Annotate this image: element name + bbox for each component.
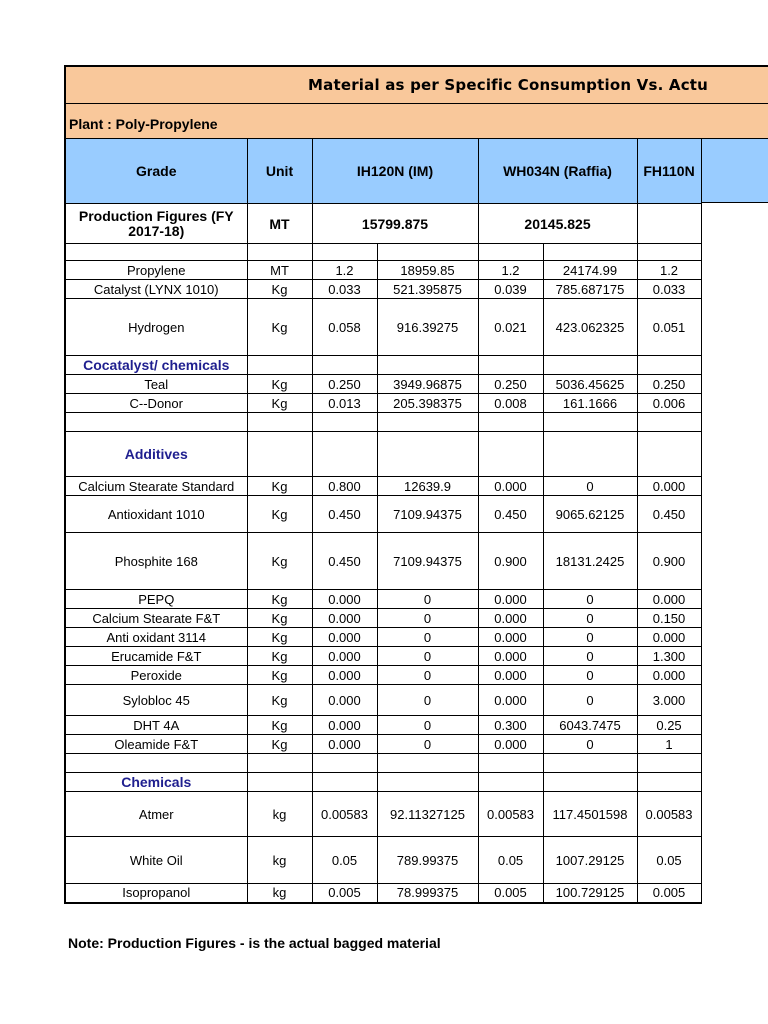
unit-cell: Kg bbox=[247, 716, 312, 735]
wh034n-spec-cell: 0.450 bbox=[478, 496, 543, 533]
wh034n-spec-cell: 0.000 bbox=[478, 477, 543, 496]
ih120n-spec-cell: 0.013 bbox=[312, 394, 377, 413]
ih120n-qty-cell: 78.999375 bbox=[377, 884, 478, 903]
unit-cell: Kg bbox=[247, 477, 312, 496]
wh034n-qty-cell: 0 bbox=[543, 647, 637, 666]
wh034n-spec-cell: 0.008 bbox=[478, 394, 543, 413]
table-row bbox=[65, 628, 701, 647]
material-name-cell: Additives bbox=[65, 432, 247, 477]
ih120n-qty-cell: 12639.9 bbox=[377, 477, 478, 496]
ih120n-spec-cell: 0.450 bbox=[312, 533, 377, 590]
wh034n-qty-cell: 785.687175 bbox=[543, 280, 637, 299]
unit-cell: Kg bbox=[247, 375, 312, 394]
ih120n-qty-cell: 916.39275 bbox=[377, 299, 478, 356]
material-name-cell: Hydrogen bbox=[65, 299, 247, 356]
fh110n-spec-cell: 0.450 bbox=[637, 496, 701, 533]
unit-cell bbox=[247, 356, 312, 375]
fh110n-spec-cell: 0.900 bbox=[637, 533, 701, 590]
ih120n-spec-cell bbox=[312, 244, 377, 261]
table-row bbox=[65, 280, 701, 299]
wh034n-spec-cell bbox=[478, 773, 543, 792]
wh034n-qty-cell: 0 bbox=[543, 477, 637, 496]
unit-cell bbox=[247, 244, 312, 261]
fh110n-spec-cell: 0.033 bbox=[637, 280, 701, 299]
material-name-cell bbox=[65, 754, 247, 773]
ih120n-qty-cell: 3949.96875 bbox=[377, 375, 478, 394]
table-row bbox=[65, 533, 701, 590]
ih120n-spec-cell: 0.000 bbox=[312, 716, 377, 735]
ih120n-spec-cell: 0.05 bbox=[312, 837, 377, 884]
wh034n-spec-cell: 0.05 bbox=[478, 837, 543, 884]
table-row bbox=[65, 754, 701, 773]
ih120n-qty-cell: 0 bbox=[377, 716, 478, 735]
ih120n-spec-cell bbox=[312, 754, 377, 773]
header-extension bbox=[699, 138, 768, 203]
ih120n-spec-cell: 0.250 bbox=[312, 375, 377, 394]
wh034n-qty-cell bbox=[543, 413, 637, 432]
ih120n-qty-cell: 0 bbox=[377, 685, 478, 716]
wh034n-spec-cell: 0.000 bbox=[478, 647, 543, 666]
table-row bbox=[65, 299, 701, 356]
table-row bbox=[65, 666, 701, 685]
unit-cell: Kg bbox=[247, 533, 312, 590]
header-grade-wh034n: WH034N (Raffia) bbox=[478, 139, 637, 204]
unit-cell bbox=[247, 773, 312, 792]
production-wh034n-total: 20145.825 bbox=[478, 204, 637, 244]
ih120n-spec-cell: 0.000 bbox=[312, 590, 377, 609]
wh034n-qty-cell: 117.4501598 bbox=[543, 792, 637, 837]
table-row bbox=[65, 394, 701, 413]
fh110n-spec-cell: 0.006 bbox=[637, 394, 701, 413]
material-name-cell: Antioxidant 1010 bbox=[65, 496, 247, 533]
ih120n-spec-cell: 0.033 bbox=[312, 280, 377, 299]
wh034n-qty-cell bbox=[543, 432, 637, 477]
fh110n-spec-cell: 1 bbox=[637, 735, 701, 754]
production-unit: MT bbox=[247, 204, 312, 244]
fh110n-spec-cell: 0.05 bbox=[637, 837, 701, 884]
wh034n-qty-cell: 0 bbox=[543, 735, 637, 754]
unit-cell: Kg bbox=[247, 609, 312, 628]
table-row bbox=[65, 477, 701, 496]
material-name-cell: White Oil bbox=[65, 837, 247, 884]
unit-cell: MT bbox=[247, 261, 312, 280]
consumption-table bbox=[64, 138, 702, 904]
table-row bbox=[65, 792, 701, 837]
wh034n-spec-cell: 0.900 bbox=[478, 533, 543, 590]
ih120n-spec-cell: 0.058 bbox=[312, 299, 377, 356]
wh034n-qty-cell bbox=[543, 754, 637, 773]
unit-cell bbox=[247, 413, 312, 432]
ih120n-spec-cell: 1.2 bbox=[312, 261, 377, 280]
wh034n-spec-cell: 0.000 bbox=[478, 685, 543, 716]
ih120n-spec-cell bbox=[312, 773, 377, 792]
fh110n-spec-cell: 0.150 bbox=[637, 609, 701, 628]
table-row bbox=[65, 375, 701, 394]
unit-cell: Kg bbox=[247, 590, 312, 609]
table-row bbox=[65, 685, 701, 716]
fh110n-spec-cell: 1.2 bbox=[637, 261, 701, 280]
material-name-cell: Catalyst (LYNX 1010) bbox=[65, 280, 247, 299]
ih120n-spec-cell: 0.800 bbox=[312, 477, 377, 496]
material-name-cell: Calcium Stearate F&T bbox=[65, 609, 247, 628]
ih120n-qty-cell: 789.99375 bbox=[377, 837, 478, 884]
plant-label: Plant : Poly-Propylene bbox=[69, 116, 218, 132]
table-row bbox=[65, 244, 701, 261]
wh034n-qty-cell: 0 bbox=[543, 590, 637, 609]
wh034n-qty-cell: 5036.45625 bbox=[543, 375, 637, 394]
header-grade-ih120n: IH120N (IM) bbox=[312, 139, 478, 204]
material-name-cell: Sylobloc 45 bbox=[65, 685, 247, 716]
table-row bbox=[65, 590, 701, 609]
ih120n-qty-cell: 0 bbox=[377, 666, 478, 685]
unit-cell: Kg bbox=[247, 299, 312, 356]
material-name-cell: Calcium Stearate Standard bbox=[65, 477, 247, 496]
ih120n-spec-cell: 0.000 bbox=[312, 735, 377, 754]
ih120n-qty-cell bbox=[377, 244, 478, 261]
ih120n-spec-cell: 0.450 bbox=[312, 496, 377, 533]
header-grade: Grade bbox=[65, 139, 247, 204]
wh034n-spec-cell: 0.039 bbox=[478, 280, 543, 299]
fh110n-spec-cell: 0.051 bbox=[637, 299, 701, 356]
wh034n-spec-cell: 0.005 bbox=[478, 884, 543, 903]
table-row bbox=[65, 837, 701, 884]
wh034n-spec-cell: 0.00583 bbox=[478, 792, 543, 837]
wh034n-spec-cell bbox=[478, 754, 543, 773]
material-name-cell: Propylene bbox=[65, 261, 247, 280]
ih120n-qty-cell: 0 bbox=[377, 735, 478, 754]
wh034n-spec-cell: 0.000 bbox=[478, 666, 543, 685]
ih120n-qty-cell: 7109.94375 bbox=[377, 533, 478, 590]
production-row bbox=[65, 204, 701, 244]
fh110n-spec-cell: 0.005 bbox=[637, 884, 701, 903]
material-name-cell: Oleamide F&T bbox=[65, 735, 247, 754]
ih120n-spec-cell: 0.000 bbox=[312, 609, 377, 628]
material-name-cell: Chemicals bbox=[65, 773, 247, 792]
material-name-cell: Teal bbox=[65, 375, 247, 394]
ih120n-qty-cell bbox=[377, 773, 478, 792]
fh110n-spec-cell bbox=[637, 413, 701, 432]
wh034n-spec-cell: 0.300 bbox=[478, 716, 543, 735]
ih120n-qty-cell: 521.395875 bbox=[377, 280, 478, 299]
ih120n-qty-cell bbox=[377, 432, 478, 477]
wh034n-spec-cell bbox=[478, 413, 543, 432]
ih120n-spec-cell: 0.000 bbox=[312, 666, 377, 685]
ih120n-qty-cell: 0 bbox=[377, 647, 478, 666]
material-name-cell: Cocatalyst/ chemicals bbox=[65, 356, 247, 375]
fh110n-spec-cell bbox=[637, 432, 701, 477]
wh034n-qty-cell: 24174.99 bbox=[543, 261, 637, 280]
wh034n-spec-cell bbox=[478, 356, 543, 375]
unit-cell: Kg bbox=[247, 685, 312, 716]
ih120n-spec-cell bbox=[312, 432, 377, 477]
ih120n-spec-cell: 0.00583 bbox=[312, 792, 377, 837]
ih120n-spec-cell: 0.000 bbox=[312, 647, 377, 666]
unit-cell: Kg bbox=[247, 628, 312, 647]
table-row bbox=[65, 413, 701, 432]
ih120n-qty-cell bbox=[377, 754, 478, 773]
production-ih120n-total: 15799.875 bbox=[312, 204, 478, 244]
unit-cell: kg bbox=[247, 884, 312, 903]
unit-cell: Kg bbox=[247, 394, 312, 413]
wh034n-qty-cell: 423.062325 bbox=[543, 299, 637, 356]
wh034n-qty-cell bbox=[543, 773, 637, 792]
unit-cell bbox=[247, 432, 312, 477]
production-fh110n-total bbox=[637, 204, 701, 244]
sheet-title: Material as per Specific Consumption Vs. Actu bbox=[308, 76, 709, 94]
wh034n-qty-cell: 6043.7475 bbox=[543, 716, 637, 735]
table-row bbox=[65, 261, 701, 280]
ih120n-qty-cell: 0 bbox=[377, 609, 478, 628]
fh110n-spec-cell bbox=[637, 754, 701, 773]
ih120n-spec-cell: 0.000 bbox=[312, 685, 377, 716]
ih120n-qty-cell: 18959.85 bbox=[377, 261, 478, 280]
wh034n-qty-cell: 0 bbox=[543, 685, 637, 716]
header-unit: Unit bbox=[247, 139, 312, 204]
fh110n-spec-cell: 3.000 bbox=[637, 685, 701, 716]
wh034n-spec-cell: 1.2 bbox=[478, 261, 543, 280]
fh110n-spec-cell: 0.000 bbox=[637, 628, 701, 647]
material-name-cell: PEPQ bbox=[65, 590, 247, 609]
ih120n-qty-cell: 92.11327125 bbox=[377, 792, 478, 837]
ih120n-qty-cell bbox=[377, 413, 478, 432]
fh110n-spec-cell: 0.25 bbox=[637, 716, 701, 735]
wh034n-spec-cell: 0.021 bbox=[478, 299, 543, 356]
ih120n-qty-cell: 205.398375 bbox=[377, 394, 478, 413]
wh034n-spec-cell: 0.250 bbox=[478, 375, 543, 394]
fh110n-spec-cell: 0.250 bbox=[637, 375, 701, 394]
unit-cell bbox=[247, 754, 312, 773]
unit-cell: Kg bbox=[247, 280, 312, 299]
footnote: Note: Production Figures - is the actual bagged material bbox=[68, 935, 441, 951]
unit-cell: kg bbox=[247, 837, 312, 884]
section-row bbox=[65, 773, 701, 792]
fh110n-spec-cell: 0.000 bbox=[637, 477, 701, 496]
ih120n-spec-cell: 0.000 bbox=[312, 628, 377, 647]
ih120n-spec-cell bbox=[312, 413, 377, 432]
wh034n-spec-cell: 0.000 bbox=[478, 628, 543, 647]
fh110n-spec-cell: 1.300 bbox=[637, 647, 701, 666]
unit-cell: Kg bbox=[247, 666, 312, 685]
ih120n-qty-cell bbox=[377, 356, 478, 375]
sheet-title-bar bbox=[64, 65, 768, 103]
ih120n-qty-cell: 0 bbox=[377, 628, 478, 647]
unit-cell: Kg bbox=[247, 647, 312, 666]
ih120n-qty-cell: 0 bbox=[377, 590, 478, 609]
wh034n-spec-cell: 0.000 bbox=[478, 609, 543, 628]
wh034n-qty-cell bbox=[543, 356, 637, 375]
fh110n-spec-cell bbox=[637, 356, 701, 375]
ih120n-spec-cell: 0.005 bbox=[312, 884, 377, 903]
fh110n-spec-cell: 0.000 bbox=[637, 666, 701, 685]
wh034n-qty-cell: 1007.29125 bbox=[543, 837, 637, 884]
ih120n-spec-cell bbox=[312, 356, 377, 375]
fh110n-spec-cell: 0.00583 bbox=[637, 792, 701, 837]
section-row bbox=[65, 432, 701, 477]
table-row bbox=[65, 716, 701, 735]
table-row bbox=[65, 735, 701, 754]
wh034n-qty-cell: 9065.62125 bbox=[543, 496, 637, 533]
material-name-cell: Erucamide F&T bbox=[65, 647, 247, 666]
table-row bbox=[65, 647, 701, 666]
wh034n-qty-cell: 100.729125 bbox=[543, 884, 637, 903]
material-name-cell: DHT 4A bbox=[65, 716, 247, 735]
ih120n-qty-cell: 7109.94375 bbox=[377, 496, 478, 533]
material-name-cell bbox=[65, 244, 247, 261]
wh034n-spec-cell: 0.000 bbox=[478, 590, 543, 609]
unit-cell: Kg bbox=[247, 735, 312, 754]
table-row bbox=[65, 884, 701, 903]
header-row bbox=[65, 139, 701, 204]
wh034n-qty-cell: 18131.2425 bbox=[543, 533, 637, 590]
material-name-cell bbox=[65, 413, 247, 432]
material-name-cell: Atmer bbox=[65, 792, 247, 837]
wh034n-qty-cell: 0 bbox=[543, 666, 637, 685]
production-label: Production Figures (FY 2017-18) bbox=[65, 204, 247, 244]
material-name-cell: Phosphite 168 bbox=[65, 533, 247, 590]
section-row bbox=[65, 356, 701, 375]
fh110n-spec-cell: 0.000 bbox=[637, 590, 701, 609]
material-name-cell: C--Donor bbox=[65, 394, 247, 413]
wh034n-qty-cell: 0 bbox=[543, 628, 637, 647]
wh034n-spec-cell: 0.000 bbox=[478, 735, 543, 754]
wh034n-qty-cell: 161.1666 bbox=[543, 394, 637, 413]
table-row bbox=[65, 496, 701, 533]
wh034n-qty-cell bbox=[543, 244, 637, 261]
wh034n-spec-cell bbox=[478, 432, 543, 477]
header-grade-fh110n: FH110N bbox=[637, 139, 701, 204]
material-name-cell: Peroxide bbox=[65, 666, 247, 685]
unit-cell: Kg bbox=[247, 496, 312, 533]
fh110n-spec-cell bbox=[637, 244, 701, 261]
fh110n-spec-cell bbox=[637, 773, 701, 792]
unit-cell: kg bbox=[247, 792, 312, 837]
wh034n-qty-cell: 0 bbox=[543, 609, 637, 628]
material-name-cell: Anti oxidant 3114 bbox=[65, 628, 247, 647]
material-name-cell: Isopropanol bbox=[65, 884, 247, 903]
wh034n-spec-cell bbox=[478, 244, 543, 261]
plant-bar bbox=[64, 103, 768, 139]
table-row bbox=[65, 609, 701, 628]
